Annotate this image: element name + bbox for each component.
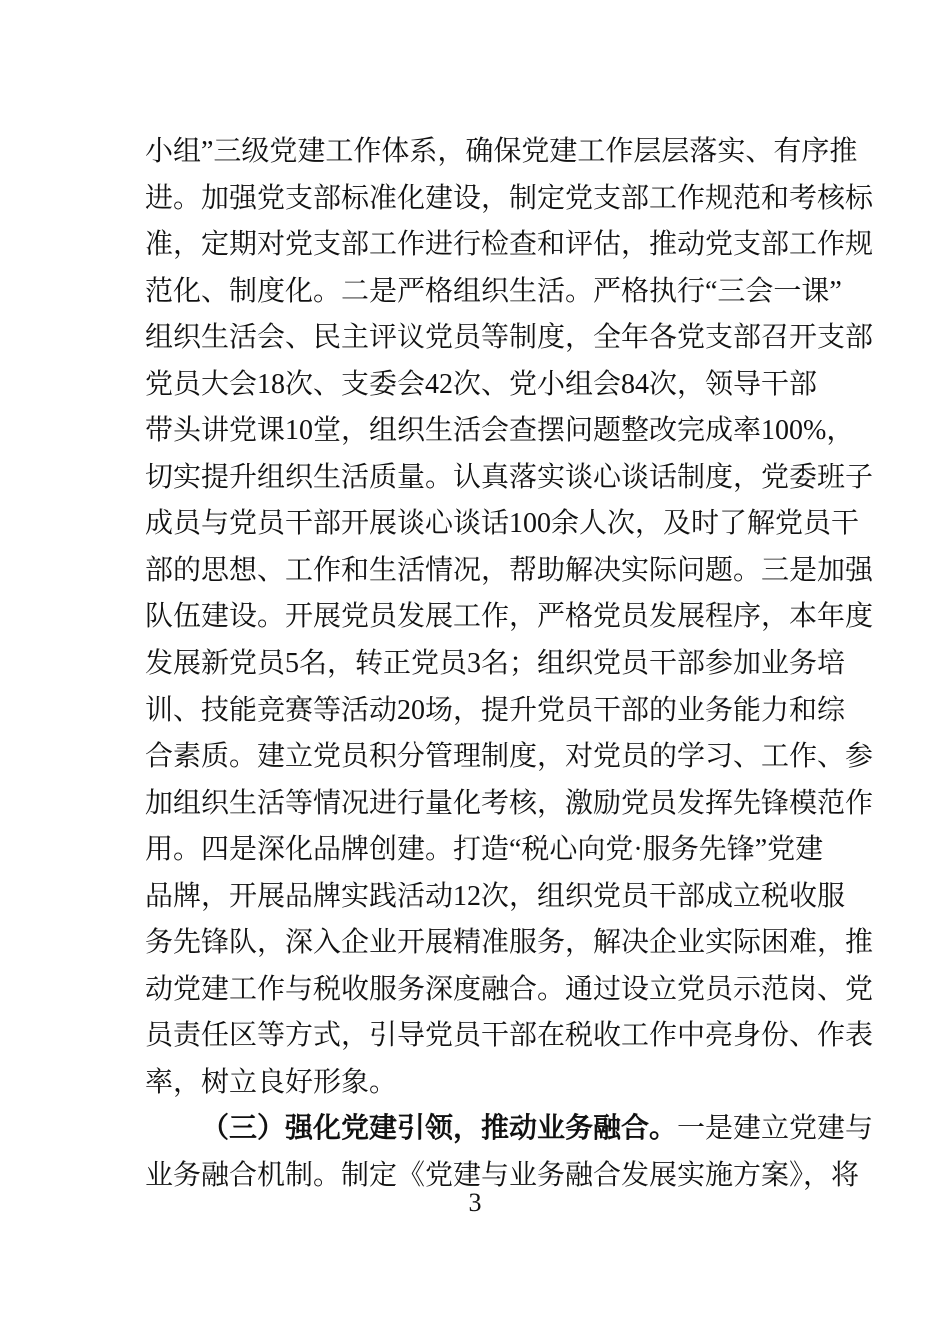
text-line: 发展新党员5名，转正党员3名；组织党员干部参加业务培 bbox=[145, 648, 846, 680]
text-line: 务先锋队，深入企业开展精准服务，解决企业实际困难，推 bbox=[145, 927, 874, 959]
page-number: 3 bbox=[468, 1188, 482, 1217]
section-heading-rest: 一是建立党建与 bbox=[677, 1113, 874, 1145]
text-line: 进。加强党支部标准化建设，制定党支部工作规范和考核标 bbox=[145, 182, 874, 214]
text-line: 成员与党员干部开展谈心谈话100余人次，及时了解党员干 bbox=[145, 508, 860, 540]
text-line: 合素质。建立党员积分管理制度，对党员的学习、工作、参 bbox=[145, 741, 874, 773]
text-line: 准，定期对党支部工作进行检查和评估，推动党支部工作规 bbox=[145, 229, 874, 261]
text-line: 范化、制度化。二是严格组织生活。严格执行“三会一课” bbox=[145, 275, 842, 307]
text-line: 队伍建设。开展党员发展工作，严格党员发展程序，本年度 bbox=[145, 601, 874, 633]
document-body bbox=[145, 129, 874, 1200]
text-line: 动党建工作与税收服务深度融合。通过设立党员示范岗、党 bbox=[145, 973, 874, 1005]
paragraph-end-line: 率，树立良好形象。 bbox=[145, 1066, 398, 1098]
text-line: 业务融合机制。制定《党建与业务融合发展实施方案》，将 bbox=[145, 1160, 860, 1192]
text-line: 党员大会18次、支委会42次、党小组会84次，领导干部 bbox=[145, 368, 818, 400]
text-line: 品牌，开展品牌实践活动12次，组织党员干部成立税收服 bbox=[145, 880, 846, 912]
text-line: 加组织生活等情况进行量化考核，激励党员发挥先锋模范作 bbox=[145, 787, 874, 819]
text-line: 部的思想、工作和生活情况，帮助解决实际问题。三是加强 bbox=[145, 554, 874, 586]
text-line: 小组”三级党建工作体系，确保党建工作层层落实、有序推 bbox=[145, 136, 858, 167]
text-line: 组织生活会、民主评议党员等制度，全年各党支部召开支部 bbox=[145, 322, 874, 354]
text-line: 员责任区等方式，引导党员干部在税收工作中亮身份、作表 bbox=[145, 1020, 874, 1052]
section-heading: （三）强化党建引领，推动业务融合。 bbox=[201, 1113, 678, 1145]
text-line: 切实提升组织生活质量。认真落实谈心谈话制度，党委班子 bbox=[145, 461, 874, 493]
text-line: 带头讲党课10堂，组织生活会查摆问题整改完成率100%， bbox=[145, 415, 855, 447]
text-line: 用。四是深化品牌创建。打造“税心向党·服务先锋”党建 bbox=[145, 834, 824, 866]
section-heading-line bbox=[145, 1106, 874, 1153]
text-line: 训、技能竞赛等活动20场，提升党员干部的业务能力和综 bbox=[145, 694, 846, 726]
